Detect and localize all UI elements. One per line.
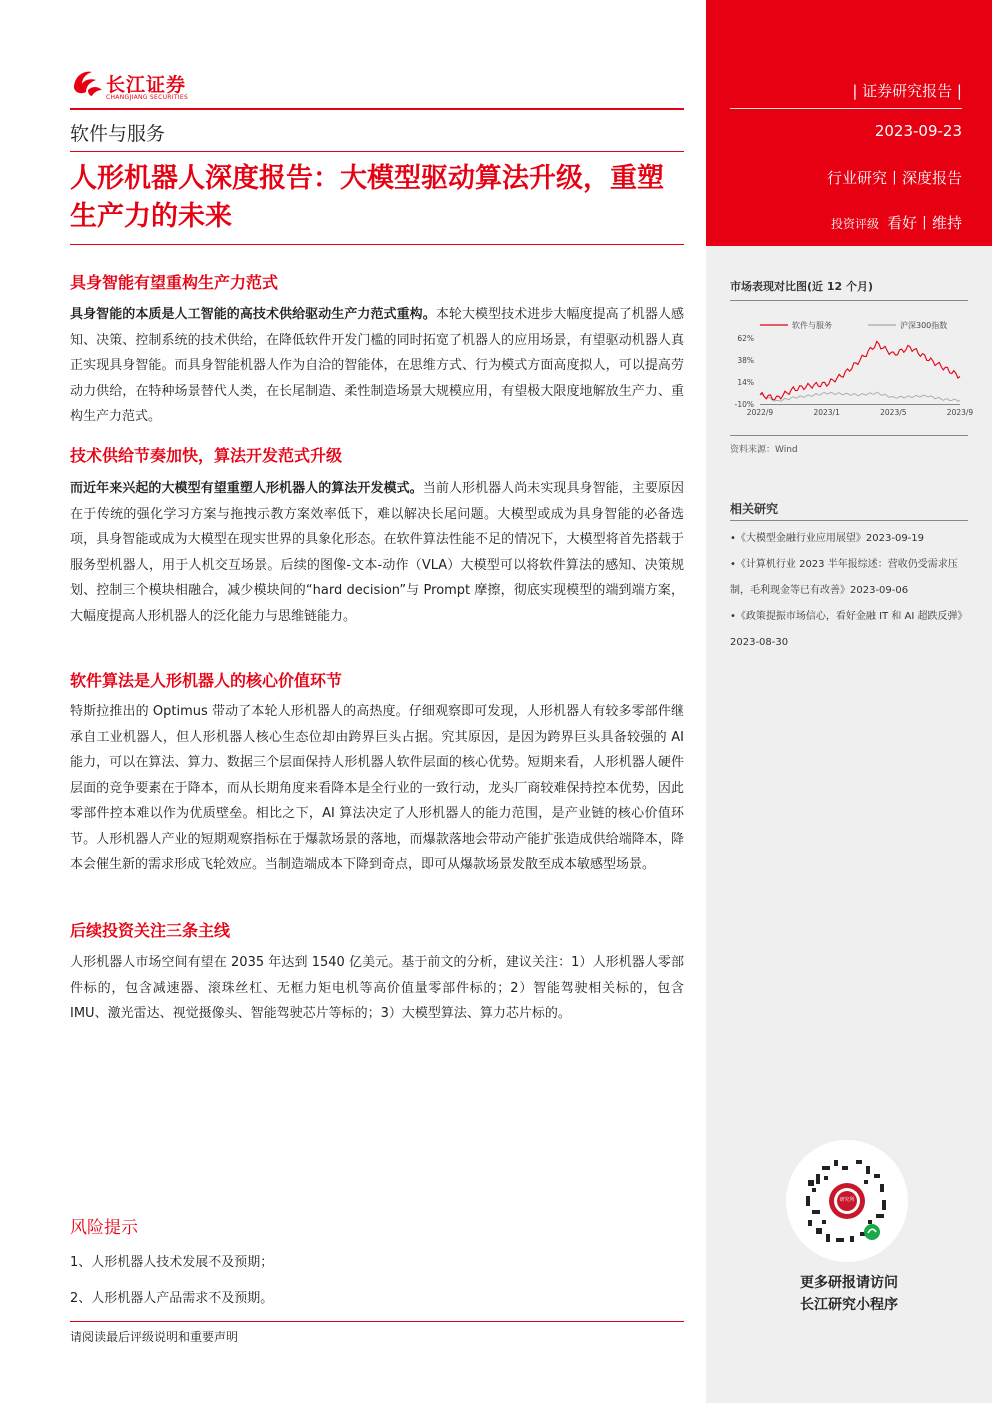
related-heading: 相关研究 [730, 502, 779, 516]
related-item-2[interactable]: •《计算机行业 2023 半年报综述：营收仍受需求压制，毛利现金等已有改善》2023-09-06 [730, 559, 958, 596]
industry-label: 软件与服务 [70, 123, 166, 145]
qr-caption-line-2: 长江研究小程序 [800, 1297, 898, 1313]
qr-center-label: 研究所 [839, 1197, 855, 1203]
mini-program-qr-code[interactable] [786, 1140, 908, 1262]
chart-title: 市场表现对比图(近 12 个月) [730, 280, 874, 293]
chart-top-rule [730, 300, 968, 301]
industry-rule [70, 151, 684, 152]
qr-caption-line-1: 更多研报请访问 [800, 1275, 898, 1291]
chart-bottom-rule [730, 435, 968, 436]
x-tick-label-4: 2023/9 [946, 408, 974, 417]
section-paragraph-4 [70, 950, 684, 1027]
series-line-1 [760, 341, 960, 399]
rating-value: 看好丨维持 [886, 214, 962, 232]
section-body-3: 特斯拉推出的 Optimus 带动了本轮人形机器人的高热度。仔细观察即可发现，人形机器人有较多零部件继承自工业机器人，但人形机器人核心生态位却由跨界巨头占据。究其原因，是因为跨界巨头具备较强的 AI 能力，可以在算法、算力、数据三个层面保持人形机器人软件层面的核心优势。短期来看，人形机器人硬件层面的竞争要素在于降本，而从长期角度来看降本是全行业的一致行动，龙头厂商较难保持控本优势，因此零部件控本难以作为优质壁垒。相比之下，AI 算法决定了人形机器人的能力范围，是产业链的核心价值环节。人形机器人产业的短期观察指标在于爆款场景的落地，而爆款落地会带动产能扩张造成供给端降本，降本会催生新的需求形成飞轮效应。当制造端成本下降到奇点，即可从爆款场景发散至成本敏感型场景。 [70, 704, 684, 872]
logo-text: 长江证券 [106, 74, 187, 96]
section-lead-1: 具身智能的本质是人工智能的高技术供给驱动生产力范式重构。 [70, 307, 436, 322]
report-title: 人形机器人深度报告：大模型驱动算法升级，重塑生产力的未来 [70, 163, 664, 232]
related-rule [730, 520, 968, 521]
legend-label-1: 软件与服务 [792, 321, 832, 330]
related-item-1[interactable]: •《大模型金融行业应用展望》2023-09-19 [730, 533, 925, 544]
footer-rule [70, 1321, 684, 1322]
section-body-1: 本轮大模型技术进步大幅度提高了机器人感知、决策、控制系统的技术供给，在降低软件开发门槛的同时拓宽了机器人的应用场景，有望驱动机器人真正实现具身智能。而具身智能机器人作为自洽的智能体，在思维方式、行为模式方面高度拟人，可以提高劳动力供给，在特种场景替代人类，在长尾制造、柔性制造场景大规模应用，有望极大限度地解放生产力、重构生产力范式。 [70, 307, 684, 424]
y-tick-label-4: -10% [734, 400, 754, 409]
risk-item-1: 1、人形机器人技术发展不及预期； [70, 1255, 274, 1270]
report-category: 行业研究丨深度报告 [826, 169, 962, 187]
logo-subtext: CHANGJIANG SECURITIES [106, 94, 189, 101]
x-tick-label-3: 2023/5 [880, 408, 907, 417]
x-tick-label-1: 2022/9 [746, 408, 774, 417]
report-type-label: | 证券研究报告 | [852, 82, 962, 100]
market-performance-chart [730, 304, 974, 432]
header-divider [730, 108, 962, 109]
y-tick-label-1: 62% [737, 334, 754, 343]
risk-heading: 风险提示 [70, 1218, 138, 1238]
report-date: 2023-09-23 [874, 122, 962, 140]
top-rule [70, 108, 684, 110]
section-paragraph-3 [70, 699, 684, 878]
section-lead-2: 而近年来兴起的大模型有望重塑人形机器人的算法开发模式。 [70, 481, 423, 496]
title-rule [70, 244, 684, 245]
y-tick-label-2: 38% [737, 356, 754, 365]
section-body-2: 当前人形机器人尚未实现具身智能，主要原因在于传统的强化学习方案与拖拽示教方案效率低下，难以解决长尾问题。大模型或成为具身智能的必备选项，具身智能或成为大模型在现实世界的具象化形态。在软件算法性能不足的情况下，大模型将首先搭载于服务型机器人，用于人机交互场景。后续的图像-文本-动作（VLA）大模型可以将软件算法的感知、决策规划、控制三个模块相融合，减少模块间的“hard decision”与 Prompt 摩擦，彻底实现模型的端到端方案，大幅度提高人形机器人的泛化能力与思维链能力。 [70, 481, 684, 624]
logo-mark-icon [70, 66, 104, 102]
company-logo [70, 66, 230, 106]
risk-item-2: 2、人形机器人产品需求不及预期。 [70, 1291, 274, 1306]
y-tick-label-3: 14% [737, 378, 754, 387]
rating [831, 212, 962, 233]
legend-label-2: 沪深300指数 [900, 321, 948, 330]
related-item-3[interactable]: •《政策提振市场信心，看好金融 IT 和 AI 超跌反弹》2023-08-30 [730, 611, 963, 648]
x-tick-label-2: 2023/1 [813, 408, 840, 417]
header-red-block [706, 0, 992, 246]
section-heading-2: 技术供给节奏加快，算法开发范式升级 [70, 446, 343, 465]
chart-source: 资料来源：Wind [730, 445, 798, 455]
section-heading-3: 软件算法是人形机器人的核心价值环节 [70, 671, 343, 690]
section-heading-1: 具身智能有望重构生产力范式 [70, 273, 279, 292]
footer-disclaimer-note: 请阅读最后评级说明和重要声明 [70, 1330, 239, 1344]
rating-label: 投资评级 [830, 217, 879, 231]
section-paragraph-1 [70, 302, 684, 430]
section-paragraph-2 [70, 476, 684, 629]
section-body-4: 人形机器人市场空间有望在 2035 年达到 1540 亿美元。基于前文的分析，建议关注：1）人形机器人零部件标的，包含减速器、滚珠丝杠、无框力矩电机等高价值量零部件标的；2）智能驾驶相关标的，包含 IMU、激光雷达、视觉摄像头、智能驾驶芯片等标的；3）大模型算法、算力芯片标的。 [70, 955, 684, 1021]
section-heading-4: 后续投资关注三条主线 [70, 921, 231, 940]
